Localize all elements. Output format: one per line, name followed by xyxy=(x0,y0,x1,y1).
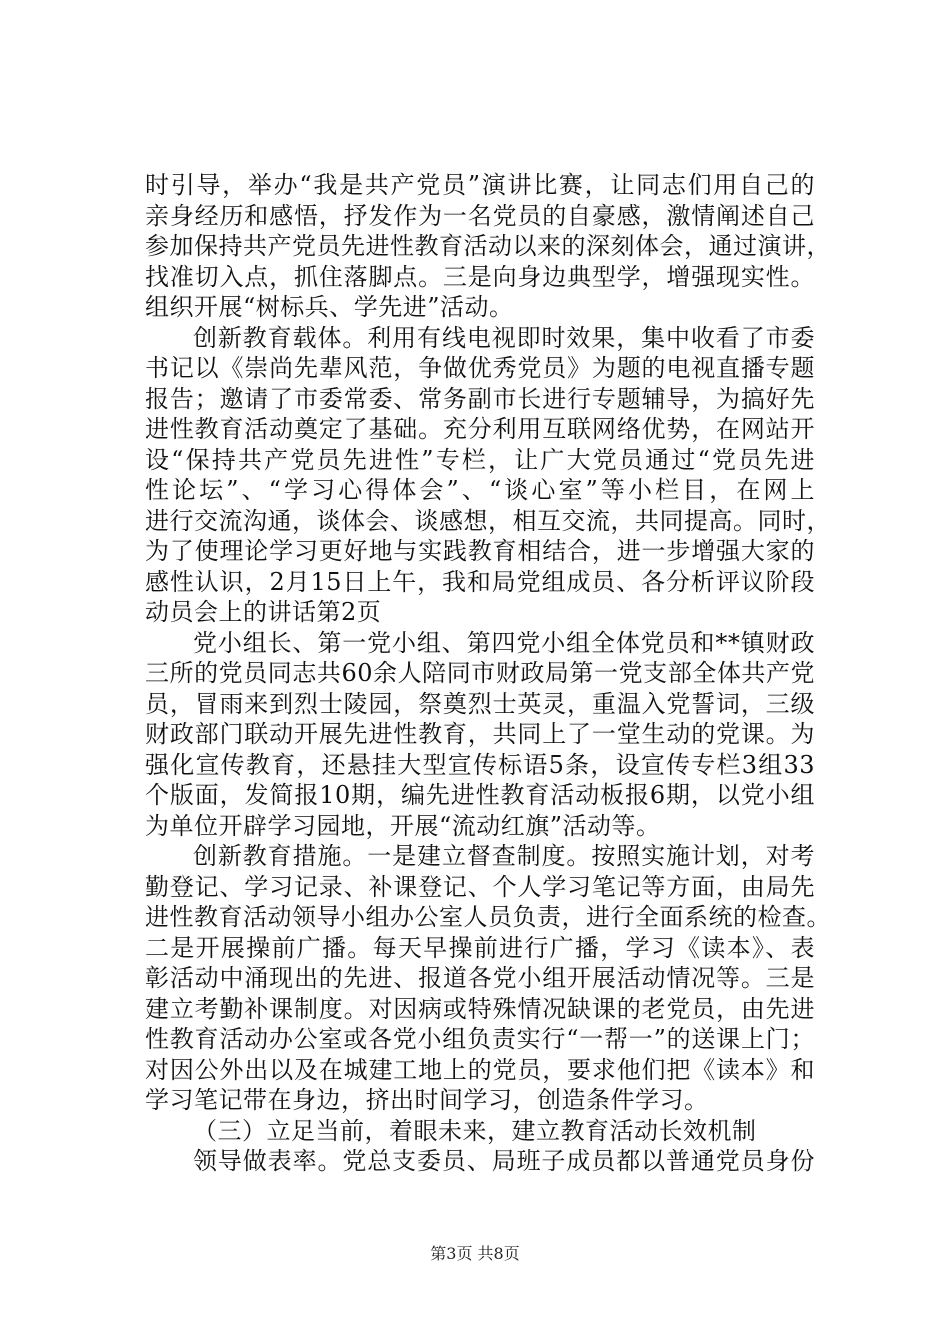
text-line: 对因公外出以及在城建工地上的党员，要求他们把《读本》和 xyxy=(145,1055,815,1084)
text-line: 二是开展操前广播。每天早操前进行广播，学习《读本》、表 xyxy=(145,933,815,962)
text-line: 建立考勤补课制度。对因病或特殊情况缺课的老党员，由先进 xyxy=(145,994,815,1023)
text-line: 时引导，举办“我是共产党员”演讲比赛，让同志们用自己的 xyxy=(145,171,815,199)
text-line: 学习笔记带在身边，挤出时间学习，创造条件学习。 xyxy=(145,1086,709,1114)
text-line: 设“保持共产党员先进性”专栏，让广大党员通过“党员先进 xyxy=(145,445,815,474)
text-line: 书记以《崇尚先辈风范，争做优秀党员》为题的电视直播专题 xyxy=(145,354,815,382)
text-line: 进性教育活动领导小组办公室人员负责，进行全面系统的检查。 xyxy=(145,903,831,931)
text-line: 报告；邀请了市委常委、常务副市长进行专题辅导，为搞好先 xyxy=(145,384,815,413)
page-number-footer: 第3页 共8页 xyxy=(430,1244,520,1263)
text-line: 财政部门联动开展先进性教育，共同上了一堂生动的党课。为 xyxy=(145,720,815,748)
text-line: 为了使理论学习更好地与实践教育相结合，进一步增强大家的 xyxy=(145,537,815,565)
text-line: 强化宣传教育，还悬挂大型宣传标语5条，设宣传专栏3组33 xyxy=(145,750,815,779)
paragraph-start-line: 创新教育措施。一是建立督查制度。按照实施计划，对考 xyxy=(193,842,815,870)
text-line: 进性教育活动奠定了基础。充分利用互联网络优势，在网站开 xyxy=(145,415,815,443)
section-heading: （三）立足当前，着眼未来，建立教育活动长效机制 xyxy=(193,1116,757,1145)
text-line: 性论坛”、“学习心得体会”、“谈心室”等小栏目，在网上 xyxy=(145,476,815,504)
text-line: 勤登记、学习记录、补课登记、个人学习笔记等方面，由局先 xyxy=(145,872,815,901)
text-line: 个版面，发简报10期，编先进性教育活动板报6期，以党小组 xyxy=(145,781,815,809)
text-line: 性教育活动办公室或各党小组负责实行“一帮一”的送课上门； xyxy=(145,1025,815,1053)
text-line: 感性认识，2月15日上午，我和局党组成员、各分析评议阶段 xyxy=(145,567,815,596)
text-line: 进行交流沟通，谈体会、谈感想，相互交流，共同提高。同时， xyxy=(145,506,831,535)
text-line: 参加保持共产党员先进性教育活动以来的深刻体会，通过演讲， xyxy=(145,232,831,260)
text-line: 员，冒雨来到烈士陵园，祭奠烈士英灵，重温入党誓词，三级 xyxy=(145,689,815,718)
text-line: 找准切入点，抓住落脚点。三是向身边典型学，增强现实性。 xyxy=(145,262,815,291)
text-line: 为单位开辟学习园地，开展“流动红旗”活动等。 xyxy=(145,811,661,840)
text-line: 亲身经历和感悟，抒发作为一名党员的自豪感，激情阐述自己 xyxy=(145,201,815,230)
text-line: 动员会上的讲话第2页 xyxy=(145,598,382,626)
text-line: 组织开展“树标兵、学先进”活动。 xyxy=(145,293,514,321)
paragraph-start-line: 领导做表率。党总支委员、局班子成员都以普通党员身份 xyxy=(193,1147,815,1175)
paragraph-start-line: 党小组长、第一党小组、第四党小组全体党员和**镇财政 xyxy=(193,628,815,657)
paragraph-start-line: 创新教育载体。利用有线电视即时效果，集中收看了市委 xyxy=(193,323,815,352)
text-line: 彰活动中涌现出的先进、报道各党小组开展活动情况等。三是 xyxy=(145,964,815,992)
text-line: 三所的党员同志共60余人陪同市财政局第一党支部全体共产党 xyxy=(145,659,815,687)
document-body xyxy=(145,170,831,1177)
